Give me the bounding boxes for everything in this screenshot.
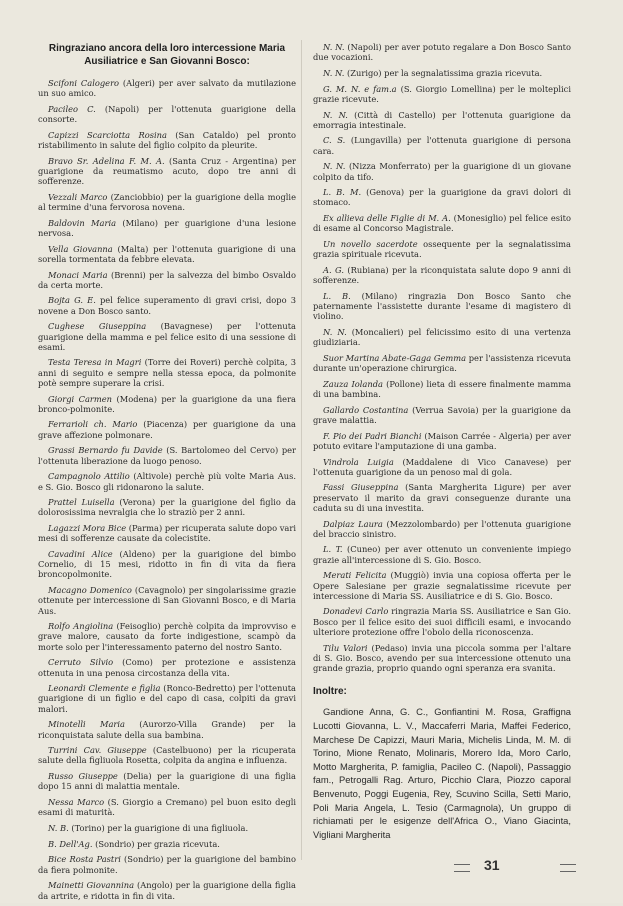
entry-name: Cerruto Silvio bbox=[48, 657, 114, 668]
names-paragraph: Gandione Anna, G. C., Gonfiantini M. Rosa, Graffigna Lucotti Giovanna, L. V., Maccaferri Maria, Maffei Federico, Marchese De Capizzi, Mauri Maria, Michelis Linda, M. M. di Torino, Mione Renato, Molinaris, Morero Ida, Moro Carlo, Motto Margherita, P. famiglia, Pacileo C. (Napoli), Passaggio fam., Petrogalli Rag. Arturo, Picchio Clara, Piozzo caporal Benvenuto, Poggi Eugenia, Rey, Scuvino Scilla, Setti Mario, Poli Maria Angela, L. Tesio (Carmagnola), Un gruppo di richiamati per le esigenze dell'Africa O., Viano Giacinta, Vigliani Margherita bbox=[313, 706, 571, 840]
entry bbox=[313, 606, 571, 637]
entry-text: (Milano) per guarigione d'una lesione nervosa. bbox=[38, 217, 296, 238]
entry-text: (Torre dei Roveri) perchè colpita, 3 anni di seguito e sempre nella stessa epoca, da polmonite potè sempre superare la crisi. bbox=[38, 357, 296, 388]
entry-text: (Monesiglio) pel felice esito di esame al Concorso Magistrale. bbox=[313, 213, 571, 234]
page-number: 31 bbox=[484, 857, 500, 873]
entry-text: (Muggiò) invia una copiosa offerta per le Opere Salesiane per grazie segnalatissime ricevute per intercessione di Maria SS. Ausiliatrice e di S. Gio. Bosco. bbox=[313, 570, 571, 601]
entry bbox=[38, 471, 296, 491]
entry-name: Baldovin Maria bbox=[48, 217, 117, 228]
entry bbox=[38, 823, 296, 833]
entry-text: (Brenni) per la salvezza del bimbo Osvaldo da certa morte. bbox=[38, 269, 296, 290]
entry-text: (Zanciobbio) per la guarigione della moglie al termine d'una fervorosa novena. bbox=[38, 191, 296, 213]
entry-text: (Pedaso) invia una piccola somma per l'altare di S. Gio. Bosco, avendo per sua intercessione ottenuto una grande grazia, proprio quando ogni speranza era svanita. bbox=[313, 642, 571, 673]
entry-text: (Maddalene di Vico Canavese) per l'ottenuta guarigione da un penoso mal di gola. bbox=[313, 456, 571, 477]
entry bbox=[313, 84, 571, 104]
entry-name: Giorgi Carmen bbox=[48, 393, 113, 404]
entry bbox=[38, 321, 296, 352]
entry-text: (Altivole) perchè più volte Maria Aus. e S. Gio. Bosco gli ridonarono la salute. bbox=[38, 471, 296, 492]
entry-text: (Città di Castello) per l'ottenuta guarigione da emorragia intestinale. bbox=[313, 109, 571, 130]
entry bbox=[38, 854, 296, 874]
entry-text: (San Cataldo) pel pronto ristabilimento in salute del figlio colpito da pleurite. bbox=[38, 129, 296, 151]
entry-name: Capizzi Scarciotta Rosina bbox=[48, 129, 167, 140]
entry-name: Tilu Valori bbox=[323, 642, 368, 653]
entry-name: Nessa Marco bbox=[48, 797, 105, 808]
entry-text: (Algeri) per aver salvato da mutilazione un suo amico. bbox=[38, 78, 297, 99]
entry-text: (Aldeno) per la guarigione del bimbo Cornelio, di 15 mesi, ridotto in fin di vita da fiera broncopolmonite. bbox=[38, 549, 296, 580]
entry-name: G. M. N. e fam.a bbox=[323, 83, 397, 94]
entry-name: Leonardi Clemente e figlia bbox=[48, 683, 161, 694]
entry bbox=[313, 544, 571, 564]
entry bbox=[313, 457, 571, 477]
entry bbox=[38, 797, 296, 817]
entry-text: (Genova) per la guarigione da gravi dolori di stomaco. bbox=[313, 187, 572, 208]
entry bbox=[313, 135, 571, 155]
entry bbox=[38, 683, 296, 714]
entry-text: (Rubiana) per la riconquistata salute dopo 9 anni di sofferenze. bbox=[313, 264, 571, 286]
entry-text: (Cuneo) per aver ottenuto un conveniente impiego grazie all'intercessione di S. Gio. Bosco. bbox=[313, 544, 571, 565]
entry-text: (Parma) per ricuperata salute dopo vari mesi di sofferenze causate da colecistite. bbox=[38, 523, 296, 544]
entry-name: Grassi Bernardo fu Davide bbox=[48, 445, 163, 456]
entry-text: (Moncalieri) pel felicissimo esito di una vertenza giudiziaria. bbox=[313, 326, 571, 348]
entry-text: (Verrua Savoia) per la guarigione da grave malattia. bbox=[313, 404, 571, 425]
entry-name: A. G. bbox=[323, 264, 344, 275]
footer-ornament-left bbox=[454, 864, 470, 872]
entry-name: C. S. bbox=[323, 135, 346, 146]
entry bbox=[313, 431, 571, 451]
entry-name: Cavadini Alice bbox=[48, 549, 113, 560]
entry-name: Un novello sacerdote bbox=[323, 239, 418, 250]
entry-name: N. N. bbox=[323, 161, 346, 172]
entry-text: per l'assistenza ricevuta durante un'operazione chirurgica. bbox=[313, 352, 571, 374]
entry-name: Donadevi Carlo bbox=[323, 606, 389, 617]
entry-name: Suor Martina Abate-Gaga Gemma bbox=[323, 352, 467, 363]
entry-name: Lagazzi Mora Bice bbox=[48, 523, 127, 534]
entry-text: (Modena) per la guarigione da una fiera bronco-polmonite. bbox=[38, 393, 296, 414]
entry bbox=[38, 771, 296, 791]
entry-name: N. B. bbox=[48, 822, 69, 833]
entry-text: ossequente per la segnalatissima grazia spirituale ricevuta. bbox=[313, 239, 571, 260]
entry-text: (Malta) per l'ottenuta guarigione di una sorella tormentata da febbre elevata. bbox=[38, 243, 297, 264]
entry-name: Scifoni Calogero bbox=[48, 78, 120, 88]
entry-name: Monaci Maria bbox=[48, 269, 108, 280]
entry bbox=[38, 585, 296, 616]
entry-text: (Delia) per la guarigione di una figlia dopo 15 anni di malattia mentale. bbox=[38, 771, 296, 792]
entry-text: (Napoli) per l'ottenuta guarigione della consorte. bbox=[38, 103, 296, 125]
entry bbox=[38, 104, 296, 124]
entry bbox=[38, 78, 296, 98]
entry-text: (S. Bartolomeo del Cervo) per l'ottenuta liberazione da luogo penoso. bbox=[38, 445, 297, 466]
entry bbox=[313, 379, 571, 399]
entry-name: Ex allieva delle Figlie di M. A. bbox=[323, 213, 451, 224]
entry-name: N. N. bbox=[323, 67, 345, 78]
column-divider bbox=[301, 40, 302, 860]
entry bbox=[313, 353, 571, 373]
entry-text: (Verona) per la guarigione del figlio da dolorosissima nevralgia che lo straziò per 2 anni. bbox=[38, 497, 296, 518]
entry-name: Macagno Domenico bbox=[48, 585, 132, 596]
entry-name: N. N. bbox=[323, 109, 348, 120]
entry-text: (Como) per protezione e assistenza ottenuta in una penosa circostanza della vita. bbox=[38, 657, 296, 678]
inoltre-title: Inoltre: bbox=[313, 686, 347, 698]
entry-text: (Ronco-Bedretto) per l'ottenuta guarigione di un figlio e del capo di casa, colpiti da gravi malori. bbox=[38, 683, 296, 714]
entry bbox=[313, 68, 571, 78]
entry-name: Dalpiaz Laura bbox=[323, 518, 383, 529]
entry-name: Bojta G. E. bbox=[48, 295, 96, 306]
entry bbox=[38, 156, 296, 187]
entry bbox=[38, 523, 296, 543]
entry-name: Rolfo Angiolina bbox=[48, 621, 114, 632]
entry-text: (Feisoglio) perchè colpita da improvviso e grave malore, causato da forte indigestione, scampò da morte solo per l'interessamento paterno del nostro Santo. bbox=[38, 621, 296, 652]
entry-name: Turrini Cav. Giuseppe bbox=[48, 745, 147, 756]
entry-name: Russo Giuseppe bbox=[48, 771, 118, 782]
entry-text: (Lungavilla) per l'ottenuta guarigione di persona cara. bbox=[313, 135, 571, 156]
entry-text: (Piacenza) per guarigione da una grave affezione polmonare. bbox=[38, 419, 296, 440]
entry bbox=[38, 657, 296, 677]
entry-name: Pacileo C. bbox=[48, 103, 96, 114]
entry bbox=[38, 270, 296, 290]
entry bbox=[38, 445, 296, 465]
entry-name: L. T. bbox=[323, 544, 343, 555]
entry bbox=[38, 357, 296, 388]
entry-name: Testa Teresa in Magri bbox=[48, 357, 142, 368]
entry-text: (Angolo) per la guarigione della figlia da artrite, e ridotta in fin di vita. bbox=[38, 880, 296, 901]
entry-text: (Torino) per la guarigione di una figliuola. bbox=[68, 822, 249, 833]
entry-name: Merati Felicita bbox=[323, 570, 387, 581]
entry-text: (S. Giorgio Lomellina) per le molteplici grazie ricevute. bbox=[313, 83, 571, 104]
entry bbox=[313, 327, 571, 347]
entry-name: L. B. bbox=[323, 290, 351, 301]
entry-text: (Napoli) per aver potuto regalare a Don Bosco Santo due vocazioni. bbox=[313, 42, 571, 63]
entry bbox=[38, 419, 296, 439]
entry-text: (Sondrio) per la guarigione del bambino da fiera polmonite. bbox=[38, 854, 296, 875]
entry-text: (S. Giorgio a Cremano) pel buon esito degli esami di maturità. bbox=[38, 797, 297, 818]
entry-name: Fassi Giuseppina bbox=[323, 482, 399, 493]
entry bbox=[313, 519, 571, 539]
entry-name: Minotelli Maria bbox=[48, 719, 125, 730]
entry-text: (Bavagnese) per l'ottenuta guarigione della mamma e pel felice esito di una sessione di esami. bbox=[38, 321, 296, 352]
entry-text: pel felice superamento di gravi crisi, dopo 3 novene a Don Bosco santo. bbox=[38, 295, 296, 316]
entry-name: Prattel Luisella bbox=[48, 497, 115, 508]
entry-name: Bravo Sr. Adelina F. M. A. bbox=[48, 155, 165, 166]
entry-name: Bice Rosta Pastri bbox=[48, 854, 121, 865]
entry-name: Campagnolo Attilio bbox=[48, 471, 130, 482]
entry bbox=[313, 643, 571, 674]
entry-name: Mainetti Giovannina bbox=[48, 880, 135, 891]
entry-name: Vezzali Marco bbox=[48, 191, 108, 202]
entry-name: Vindrola Luigia bbox=[323, 456, 394, 467]
entry-text: (Nizza Monferrato) per la guarigione di un giovane colpito da tifo. bbox=[313, 161, 571, 182]
entry bbox=[313, 161, 571, 181]
entry bbox=[38, 192, 296, 212]
entry bbox=[38, 295, 296, 315]
left-column bbox=[38, 42, 296, 906]
entry-name: N. N. bbox=[323, 326, 347, 337]
entry bbox=[313, 213, 571, 233]
entry-text: (Maison Carrée - Algeria) per aver potuto evitare l'amputazione di una gamba. bbox=[313, 430, 571, 451]
entry bbox=[38, 497, 296, 517]
entry bbox=[313, 291, 571, 322]
entry-text: (Mezzolombardo) per l'ottenuta guarigione del braccio sinistro. bbox=[313, 518, 572, 539]
entry-name: Vella Giovanna bbox=[48, 243, 113, 254]
entry-name: N. N. bbox=[323, 42, 345, 52]
entry-text: (Zurigo) per la segnalatissima grazia ricevuta. bbox=[344, 67, 543, 78]
entry-text: ringrazia Maria SS. Ausiliatrice e San Gio. Bosco per il felice esito dei suoi difficili esami, e invocando ulteriore protezione offre l'obolo della riconoscenza. bbox=[313, 606, 571, 637]
entry bbox=[38, 549, 296, 580]
entry bbox=[38, 745, 296, 765]
entry bbox=[313, 42, 571, 62]
entry-text: (Santa Margherita Ligure) per aver preservato il marito da gravi conseguenze durante una caduta su di una investita. bbox=[313, 482, 571, 513]
entry-text: (Sondrio) per grazia ricevuta. bbox=[92, 838, 220, 849]
entry-text: (Cavagnolo) per singolarissime grazie ottenute per intercessione di San Giovanni Bosco, e di Maria Aus. bbox=[38, 585, 296, 616]
entry bbox=[313, 482, 571, 513]
entry bbox=[38, 130, 296, 150]
entry bbox=[313, 570, 571, 601]
entry bbox=[38, 218, 296, 238]
entry bbox=[38, 839, 296, 849]
entry bbox=[313, 187, 571, 207]
entry bbox=[313, 265, 571, 285]
right-column bbox=[313, 42, 571, 841]
entry-name: F. Pio dei Padri Bianchi bbox=[323, 430, 422, 441]
entry-name: Zauza Iolanda bbox=[323, 378, 383, 389]
entry-name: B. Dell'Ag. bbox=[48, 838, 93, 849]
entry bbox=[38, 621, 296, 652]
entry-name: Ferrarioli ch. Mario bbox=[48, 419, 138, 430]
entry bbox=[38, 880, 296, 900]
entry bbox=[313, 239, 571, 259]
entry bbox=[313, 405, 571, 425]
entry-text: (Pollone) lieta di essere finalmente mamma di una bambina. bbox=[313, 378, 572, 399]
entry-text: (Santa Cruz - Argentina) per guarigione da reumatismo acuto, dopo tre anni di sofferenze. bbox=[38, 155, 296, 187]
entry bbox=[38, 719, 296, 739]
entry bbox=[313, 110, 571, 130]
entry-text: (Aurorzo-Villa Grande) per la riconquistata salute della sua bambina. bbox=[38, 719, 297, 740]
entry bbox=[38, 394, 296, 414]
entry-text: (Milano) ringrazia Don Bosco Santo che paternamente l'assistette durante l'esame di magistero di violino. bbox=[313, 290, 571, 322]
left-column-heading: Ringraziano ancora della loro intercessione Maria Ausiliatrice e San Giovanni Bosco: bbox=[48, 43, 286, 67]
entry-name: L. B. M. bbox=[323, 187, 362, 198]
entry bbox=[38, 244, 296, 264]
footer-ornament-right bbox=[560, 864, 576, 872]
left-entries-list bbox=[38, 78, 296, 901]
entry-text: (Castelbuono) per la ricuperata salute della figliuola Rosetta, colpita da angina e influenza. bbox=[38, 745, 296, 766]
entry-name: Gallardo Costantina bbox=[323, 404, 409, 415]
entry-name: Cughese Giuseppina bbox=[48, 321, 147, 332]
right-entries-list bbox=[313, 42, 571, 673]
